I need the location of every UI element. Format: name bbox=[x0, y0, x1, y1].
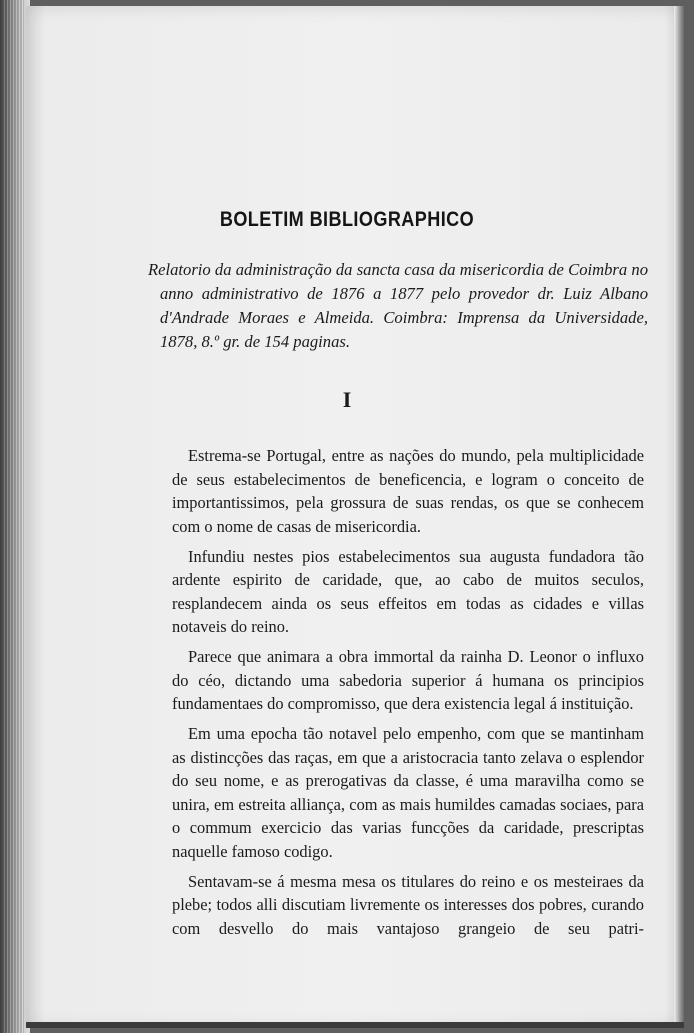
paragraph: Estrema-se Portugal, entre as nações do mundo, pela multiplicidade de seus estabelecimentos de beneficencia, e logram o conceito de importantissimos, pela grossura de suas rendas, os que se conhecem com o nome de casas de misericordia. bbox=[172, 446, 644, 536]
page-bottom-edge bbox=[26, 1022, 684, 1028]
book-citation: Relatorio da administração da sancta casa da misericordia de Coimbra no anno administrativo de 1876 a 1877 pelo provedor dr. Luiz Albano d'Andrade Moraes e Almeida. Coimbra: Imprensa da Universidade, 1878, 8.º gr. de 154 paginas. bbox=[148, 260, 648, 351]
paragraph: Infundiu nestes pios estabelecimentos sua augusta fundadora tão ardente espirito de caridade, que, ao cabo de muitos seculos, resplandecem ainda os seus effeitos em todas as cidades e villas notaveis do reino. bbox=[172, 546, 644, 636]
page-stack-edges bbox=[4, 0, 24, 1033]
page-right-edge bbox=[674, 6, 684, 1028]
paragraph: Sentavam-se á mesma mesa os titulares do reino e os mesteiraes da plebe; todos alli discutiam livremente os interesses dos pobres, curando com desvello do mais vantajoso grangeio de seu patri- bbox=[172, 871, 644, 938]
paragraph: Parece que animara a obra immortal da rainha D. Leonor o influxo do céo, dictando uma sabedoria superior á humana os principios fundamentaes do compromisso, que dera existencia legal á instituição. bbox=[172, 647, 644, 713]
page-title: BOLETIM BIBLIOGRAPHICO bbox=[219, 208, 475, 231]
body-text bbox=[172, 444, 644, 947]
paragraph: Em uma epocha tão notavel pelo empenho, com que se mantinham as distincções das raças, em que a aristocracia tanto zelava o esplendor do seu nome, e as prerogativas da classe, é uma maravilha como se unira, em estreita alliança, com as mais humildes camadas sociaes, para o commum exercicio das varias funcções da caridade, prescriptas naquelle famoso codigo. bbox=[172, 724, 644, 861]
section-number: I bbox=[342, 387, 352, 412]
